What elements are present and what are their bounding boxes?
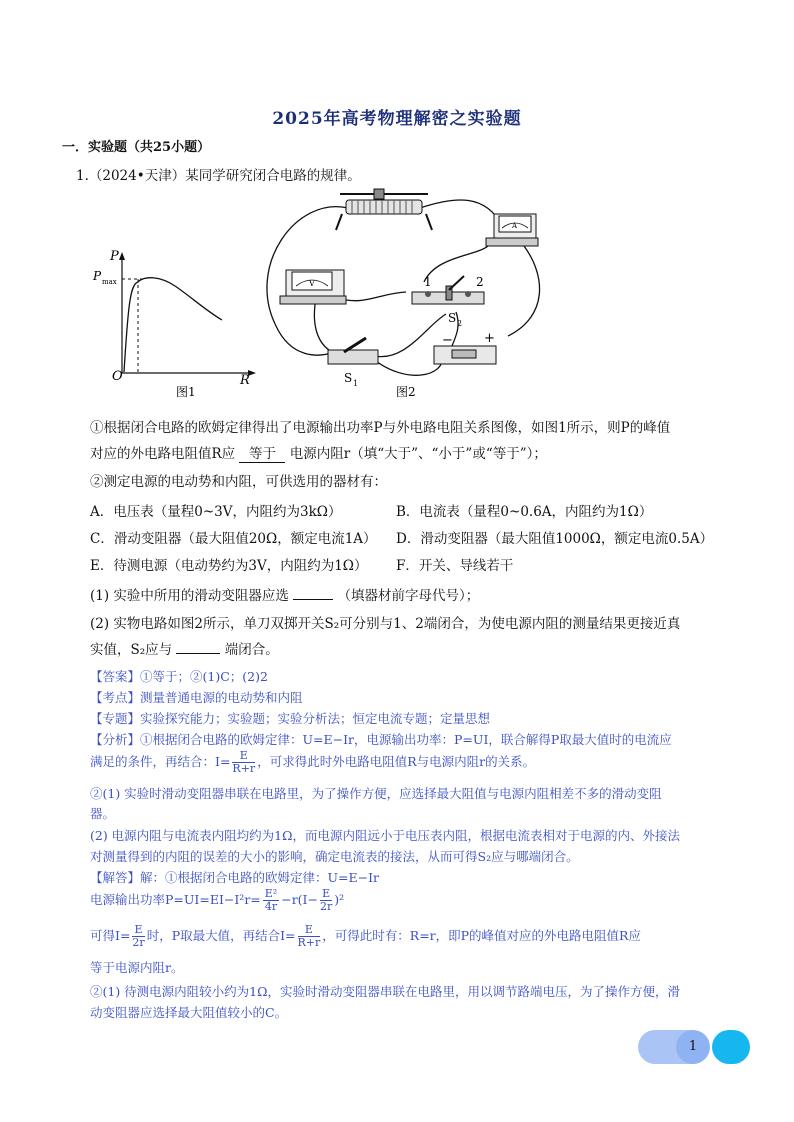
fraction-e-over-2r-b: $\frac{E}{2r}$ (132, 923, 145, 949)
solution-2-mid: −r(I− (281, 892, 318, 907)
fraction-e2-over-4r: $\frac{\text{E²}}{4r}$ (264, 887, 278, 913)
switch-s2 (412, 276, 484, 304)
topic-line: 【专题】实验探究能力；实验题；实验分析法；恒定电流专题；定量思想 (90, 711, 491, 726)
answer-blank-3 (176, 653, 220, 654)
solution-2-post: )² (334, 892, 345, 907)
subq-1-post: （填器材前字母代号）； (337, 588, 480, 604)
solution-2 (90, 888, 344, 913)
fraction-e-over-2r: $\frac{E}{2r}$ (319, 887, 333, 913)
subquestion-2-a: (2) 实物电路如图2所示，单刀双掷开关S₂可分别与1、2端闭合，为使电源内阻的测量结果更接近真 (90, 616, 681, 632)
s2-sub: 2 (457, 319, 463, 328)
wire-volt-switch (314, 298, 332, 352)
solution-3-mid: 时，P取最大值，再结合I= (146, 928, 296, 943)
question-part-1-b (90, 442, 547, 463)
s1-sub: 1 (353, 379, 359, 388)
page-title: 2025年高考物理解密之实验题 (272, 109, 522, 129)
knowledge-point: 【考点】测量普通电源的电动势和内阻 (90, 690, 303, 705)
rheostat (336, 189, 432, 230)
analysis-3: ②(1) 实验时滑动变阻器串联在电路里，为了操作方便，应选择最大阻值与电源内阻相差不多的滑动变阻 (90, 786, 662, 801)
ammeter (486, 214, 538, 246)
answer-blank-1: 等于 (239, 442, 285, 463)
s2-terminal-2: 2 (476, 275, 484, 289)
pmax-sub: max (102, 278, 117, 286)
analysis-4: 器。 (90, 806, 116, 821)
svg-text:V: V (309, 279, 315, 288)
s1-label: S (344, 371, 353, 385)
subq-2-pre: 实值，S₂应与 (90, 642, 173, 658)
answer-blank-2 (293, 599, 333, 600)
wire-bottom (372, 356, 442, 375)
solution-6: 动变阻器应选择最大阻值较小的C。 (90, 1005, 288, 1020)
option-c: C．滑动变阻器（最大阻值20Ω，额定电流1A） (90, 531, 377, 547)
voltmeter (280, 270, 346, 304)
figure-1-graph (90, 248, 260, 398)
s2-label: S (448, 311, 457, 325)
question-stem: 1.（2024•天津）某同学研究闭合电路的规律。 (76, 168, 361, 184)
solution-1: 【解答】解：①根据闭合电路的欧姆定律：U=E−Ir (90, 870, 380, 885)
solution-2-pre: 电源输出功率P=UI=EI−I²r= (90, 892, 261, 907)
battery-minus: − (442, 333, 453, 348)
solution-5: ②(1) 待测电源内阻较小约为1Ω，实验时滑动变阻器串联在电路里，用以调节路端电压，为了操作方便，滑 (90, 984, 680, 999)
power-curve (124, 278, 222, 372)
solution-3-post: ，可得此时有：R=r，即P的峰值对应的外电路电阻值R应 (322, 928, 641, 943)
analysis-1: 【分析】①根据闭合电路的欧姆定律：U=E−Ir，电源输出功率：P=UI，联合解得P取最大值时的电流应 (90, 732, 672, 747)
fraction-e-over-r-plus-r: $\frac{E}{R+r}$ (232, 749, 256, 775)
page-number: 1 (676, 1030, 710, 1064)
subquestion-2-b (90, 638, 279, 658)
solution-4: 等于电源内阻r。 (90, 960, 184, 975)
subquestion-1 (90, 584, 479, 604)
part-1-b-post: 电源内阻r（填“大于”、“小于”或“等于”）； (289, 446, 547, 462)
option-e: E．待测电源（电动势约为3V，内阻约为1Ω） (90, 558, 368, 574)
analysis-2-pre: 满足的条件，再结合：I= (90, 754, 231, 769)
subq-1-pre: (1) 实验中所用的滑动变阻器应选 (90, 588, 289, 604)
analysis-2 (90, 750, 535, 775)
figure-2-caption: 图2 (396, 385, 416, 399)
figure-1-caption: 图1 (176, 385, 196, 398)
pmax-label: P (93, 269, 102, 283)
answer-line: 【答案】①等于；②(1)C；(2)2 (90, 669, 268, 684)
solution-3-pre: 可得I= (90, 928, 131, 943)
switch-s1 (328, 338, 378, 364)
fraction-e-over-r-plus-r-b: $\frac{E}{R+r}$ (297, 923, 321, 949)
part-1-b-pre: 对应的外电路电阻值R应 (90, 446, 236, 462)
subq-2-post: 端闭合。 (224, 642, 279, 658)
page-pill-dark (712, 1030, 750, 1064)
y-label: P (110, 249, 119, 264)
wire-right (508, 246, 540, 336)
battery-plus: + (484, 331, 495, 346)
wire-top (420, 200, 502, 226)
option-a: A．电压表（量程0~3V，内阻约为3kΩ） (90, 504, 342, 520)
analysis-6: 对测量得到的内阻的误差的大小的影响，确定电流表的接法，从而可得S₂应与哪端闭合。 (90, 849, 579, 864)
s2-terminal-1: 1 (424, 275, 432, 289)
option-f: F．开关、导线若干 (396, 558, 514, 574)
x-label: R (240, 373, 250, 388)
origin-label: O (112, 369, 123, 384)
analysis-2-post: ，可求得此时外电路电阻值R与电源内阻r的关系。 (257, 754, 536, 769)
y-axis-arrow (119, 252, 125, 260)
battery (434, 346, 496, 364)
solution-3 (90, 924, 641, 949)
analysis-5: (2) 电源内阻与电流表内阻均约为1Ω，而电源内阻远小于电压表内阻，根据电流表相对于电源的内、外接法 (90, 828, 680, 843)
question-part-1-a: ①根据闭合电路的欧姆定律得出了电源输出功率P与外电路电阻关系图像，如图1所示，则P的峰值 (90, 420, 671, 436)
question-part-2: ②测定电源的电动势和内阻，可供选用的器材有： (90, 474, 387, 490)
svg-text:A: A (512, 222, 518, 230)
option-b: B．电流表（量程0~0.6A，内阻约为1Ω） (396, 504, 653, 520)
figure-2-circuit (256, 186, 556, 400)
section-heading: 一．实验题（共25小题） (62, 140, 211, 155)
option-d: D．滑动变阻器（最大阻值1000Ω，额定电流0.5A） (396, 531, 714, 547)
